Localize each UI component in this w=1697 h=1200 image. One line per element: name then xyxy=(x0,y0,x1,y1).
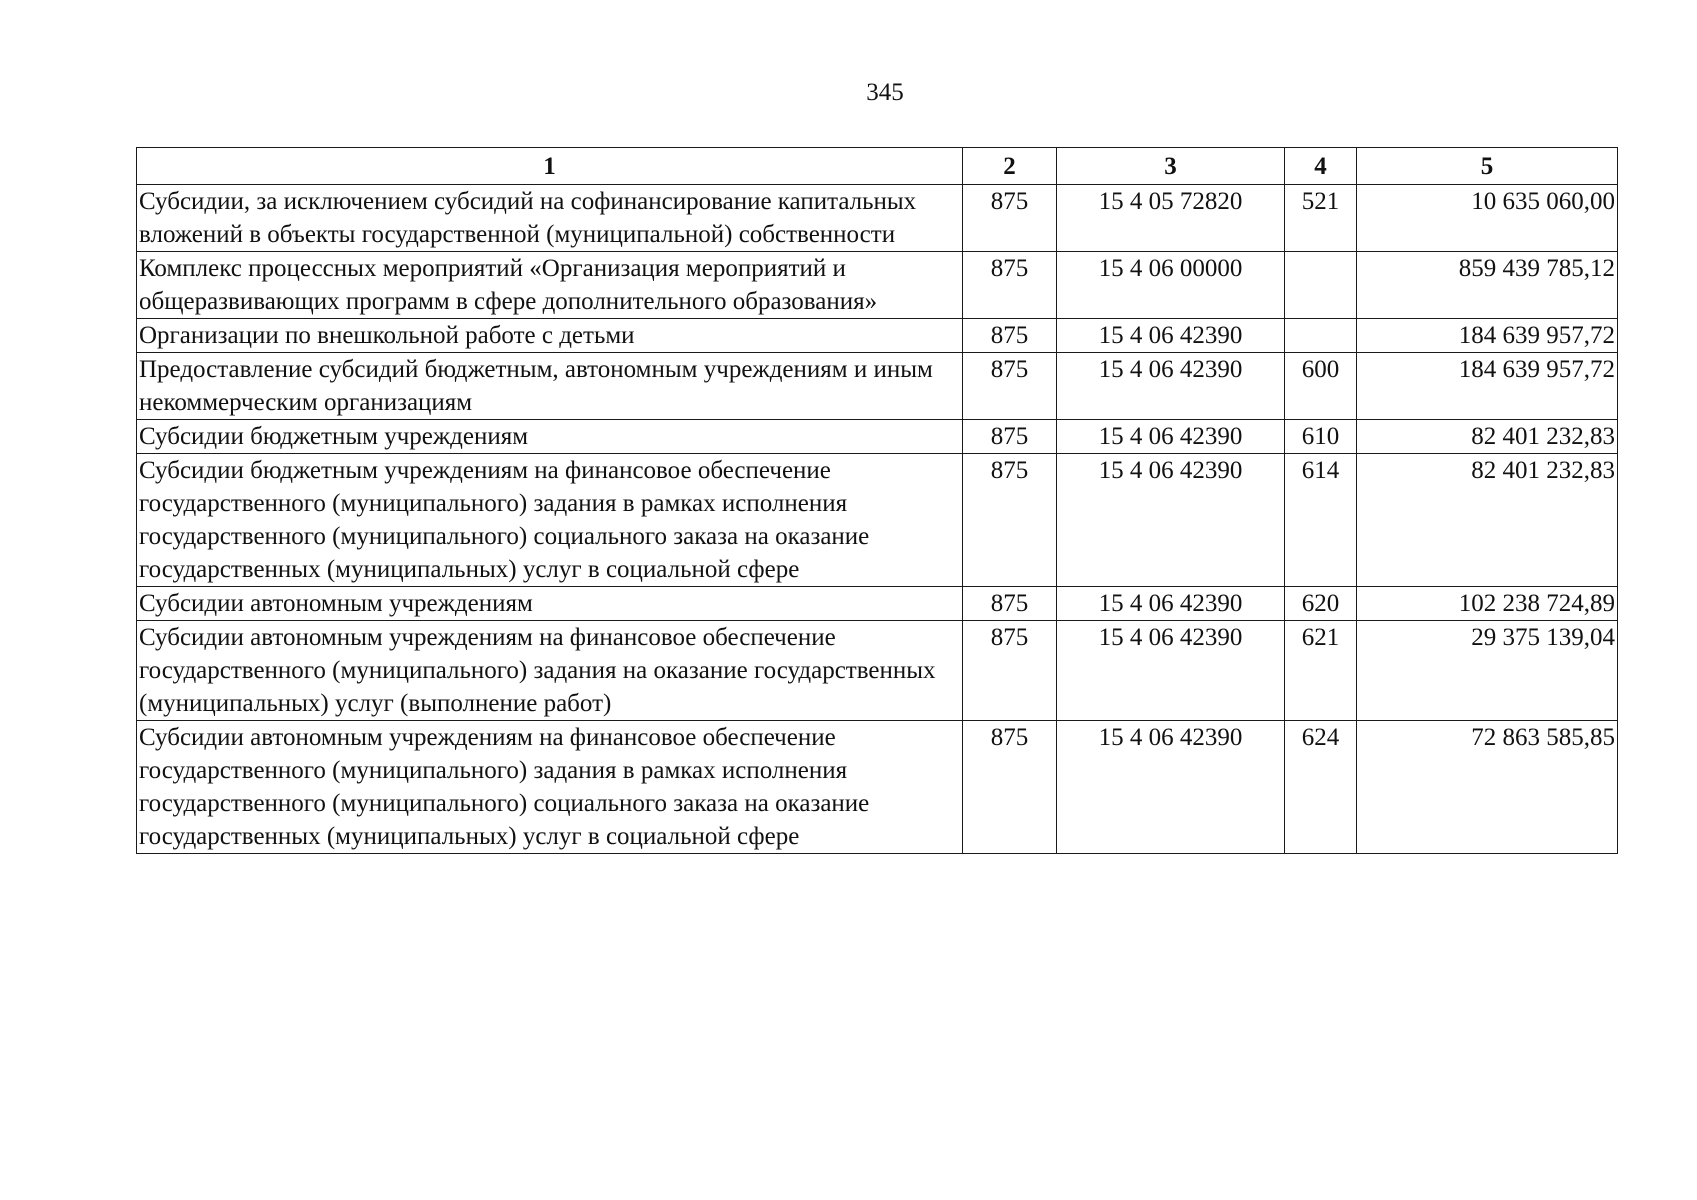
row-type-cell: 600 xyxy=(1285,353,1357,420)
row-org-cell: 875 xyxy=(963,319,1057,353)
row-org-cell: 875 xyxy=(963,252,1057,319)
row-code-cell: 15 4 05 72820 xyxy=(1057,185,1285,252)
row-org-cell: 875 xyxy=(963,621,1057,721)
row-type-cell xyxy=(1285,252,1357,319)
row-amount-cell: 859 439 785,12 xyxy=(1357,252,1618,319)
row-org-cell: 875 xyxy=(963,353,1057,420)
header-col-4: 4 xyxy=(1285,148,1357,185)
page-number: 345 xyxy=(866,79,904,106)
row-code-cell: 15 4 06 42390 xyxy=(1057,454,1285,587)
row-code-cell: 15 4 06 42390 xyxy=(1057,353,1285,420)
row-amount-cell: 184 639 957,72 xyxy=(1357,319,1618,353)
row-type-cell: 621 xyxy=(1285,621,1357,721)
row-amount-cell: 82 401 232,83 xyxy=(1357,454,1618,587)
row-code-cell: 15 4 06 42390 xyxy=(1057,319,1285,353)
row-name-cell: Субсидии бюджетным учреждениям на финансовое обеспечение государственного (муниципального) задания в рамках исполнения государственного (муниципального) социального заказа на оказание государственных (муниципальных) услуг в социальной сфере xyxy=(137,454,963,587)
row-org-cell: 875 xyxy=(963,454,1057,587)
row-amount-cell: 10 635 060,00 xyxy=(1357,185,1618,252)
row-name-cell: Субсидии автономным учреждениям xyxy=(137,587,963,621)
budget-table xyxy=(136,147,1618,854)
row-org-cell: 875 xyxy=(963,420,1057,454)
table-row xyxy=(137,454,1618,587)
row-amount-cell: 184 639 957,72 xyxy=(1357,353,1618,420)
table-row xyxy=(137,587,1618,621)
row-code-cell: 15 4 06 42390 xyxy=(1057,587,1285,621)
table-row xyxy=(137,721,1618,854)
row-type-cell: 614 xyxy=(1285,454,1357,587)
row-type-cell: 521 xyxy=(1285,185,1357,252)
row-name-cell: Организации по внешкольной работе с детьми xyxy=(137,319,963,353)
header-row xyxy=(137,148,1618,185)
row-name-cell: Субсидии, за исключением субсидий на софинансирование капитальных вложений в объекты государственной (муниципальной) собственности xyxy=(137,185,963,252)
row-name-cell: Субсидии автономным учреждениям на финансовое обеспечение государственного (муниципального) задания в рамках исполнения государственного (муниципального) социального заказа на оказание государственных (муниципальных) услуг в социальной сфере xyxy=(137,721,963,854)
row-name-cell: Субсидии бюджетным учреждениям xyxy=(137,420,963,454)
row-type-cell xyxy=(1285,319,1357,353)
row-org-cell: 875 xyxy=(963,721,1057,854)
row-code-cell: 15 4 06 00000 xyxy=(1057,252,1285,319)
row-amount-cell: 82 401 232,83 xyxy=(1357,420,1618,454)
row-org-cell: 875 xyxy=(963,587,1057,621)
row-type-cell: 610 xyxy=(1285,420,1357,454)
row-amount-cell: 72 863 585,85 xyxy=(1357,721,1618,854)
row-amount-cell: 102 238 724,89 xyxy=(1357,587,1618,621)
row-type-cell: 624 xyxy=(1285,721,1357,854)
table-row xyxy=(137,319,1618,353)
row-name-cell: Субсидии автономным учреждениям на финансовое обеспечение государственного (муниципального) задания на оказание государственных (муниципальных) услуг (выполнение работ) xyxy=(137,621,963,721)
table-row xyxy=(137,420,1618,454)
row-name-cell: Комплекс процессных мероприятий «Организация мероприятий и общеразвивающих программ в сфере дополнительного образования» xyxy=(137,252,963,319)
row-code-cell: 15 4 06 42390 xyxy=(1057,420,1285,454)
row-amount-cell: 29 375 139,04 xyxy=(1357,621,1618,721)
row-name-cell: Предоставление субсидий бюджетным, автономным учреждениям и иным некоммерческим организациям xyxy=(137,353,963,420)
table-row xyxy=(137,621,1618,721)
row-org-cell: 875 xyxy=(963,185,1057,252)
header-col-2: 2 xyxy=(963,148,1057,185)
header-col-3: 3 xyxy=(1057,148,1285,185)
table-row xyxy=(137,353,1618,420)
row-code-cell: 15 4 06 42390 xyxy=(1057,621,1285,721)
table-row xyxy=(137,252,1618,319)
row-code-cell: 15 4 06 42390 xyxy=(1057,721,1285,854)
table-row xyxy=(137,185,1618,252)
header-col-1: 1 xyxy=(137,148,963,185)
row-type-cell: 620 xyxy=(1285,587,1357,621)
header-col-5: 5 xyxy=(1357,148,1618,185)
